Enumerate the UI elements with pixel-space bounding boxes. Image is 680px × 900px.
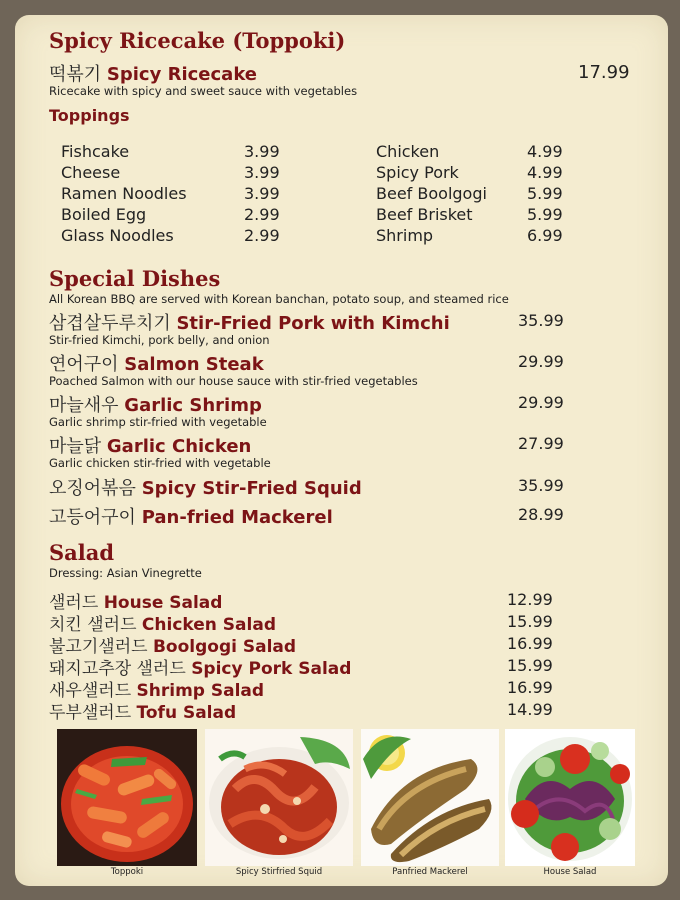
item-name-korean: 새우샐러드 [49, 681, 132, 701]
topping-price: 3.99 [244, 184, 280, 203]
item-name-english: Pan-fried Mackerel [141, 507, 333, 528]
item-name-korean: 두부샐러드 [49, 703, 132, 723]
special-item-name [49, 503, 333, 529]
topping-name: Shrimp [376, 226, 434, 245]
item-name-english: Spicy Pork Salad [191, 659, 352, 679]
item-name-korean: 치킨 샐러드 [49, 615, 137, 635]
section-title-special: Special Dishes [49, 266, 221, 291]
photo-caption: Toppoki [110, 867, 144, 877]
photo-caption: House Salad [543, 867, 597, 877]
item-name-korean: 마늘닭 [49, 436, 102, 457]
topping-name: Glass Noodles [61, 226, 174, 245]
ricecake-price: 17.99 [578, 62, 630, 83]
topping-price: 3.99 [244, 163, 280, 182]
item-name-english: Spicy Ricecake [106, 64, 258, 85]
salad-item-price: 16.99 [507, 678, 553, 697]
topping-price: 4.99 [527, 142, 563, 161]
special-item-price: 29.99 [518, 393, 564, 412]
special-item-name [49, 474, 362, 500]
item-name-korean: 삼겹살두루치기 [49, 313, 171, 334]
toppings-title: Toppings [49, 106, 130, 125]
item-name-korean: 돼지고추장 샐러드 [49, 659, 186, 679]
item-name-english: Shrimp Salad [136, 681, 265, 701]
item-name-korean: 불고기샐러드 [49, 637, 148, 657]
item-name-english: House Salad [103, 593, 223, 613]
item-name-english: Boolgogi Salad [152, 637, 297, 657]
salad-note: Dressing: Asian Vinegrette [49, 566, 202, 580]
special-note: All Korean BBQ are served with Korean banchan, potato soup, and steamed rice [49, 292, 509, 306]
special-item-price: 35.99 [518, 476, 564, 495]
topping-name: Cheese [61, 163, 121, 182]
photo-squid [205, 729, 353, 866]
special-item-price: 28.99 [518, 505, 564, 524]
salad-item-price: 16.99 [507, 634, 553, 653]
topping-name: Spicy Pork [376, 163, 459, 182]
special-item-desc: Garlic shrimp stir-fried with vegetable [49, 415, 267, 429]
photo-toppoki [57, 729, 197, 866]
topping-name: Fishcake [61, 142, 130, 161]
item-name-korean: 떡볶기 [49, 64, 102, 85]
special-item-price: 29.99 [518, 352, 564, 371]
topping-name: Beef Boolgogi [376, 184, 487, 203]
section-title-ricecake: Spicy Ricecake (Toppoki) [49, 28, 346, 53]
item-name-english: Garlic Shrimp [124, 395, 262, 416]
item-name-english: Chicken Salad [141, 615, 276, 635]
special-item-name [49, 432, 251, 458]
special-item-desc: Poached Salmon with our house sauce with stir-fried vegetables [49, 374, 418, 388]
item-name-korean: 고등어구이 [49, 507, 136, 528]
item-name-english: Salmon Steak [124, 354, 264, 375]
menu-page [15, 15, 668, 886]
photo-caption: Panfried Mackerel [392, 867, 468, 877]
topping-name: Beef Brisket [376, 205, 473, 224]
photo-house-salad [505, 729, 635, 866]
topping-price: 2.99 [244, 226, 280, 245]
salad-item-price: 15.99 [507, 656, 553, 675]
topping-price: 4.99 [527, 163, 563, 182]
special-item-price: 27.99 [518, 434, 564, 453]
topping-price: 5.99 [527, 205, 563, 224]
topping-price: 2.99 [244, 205, 280, 224]
topping-name: Boiled Egg [61, 205, 147, 224]
section-title-salad: Salad [49, 540, 115, 565]
salad-item-name [49, 698, 236, 723]
item-name-english: Tofu Salad [136, 703, 237, 723]
ricecake-item-name [49, 60, 257, 86]
item-name-english: Garlic Chicken [106, 436, 252, 457]
salad-item-price: 12.99 [507, 590, 553, 609]
special-item-name [49, 391, 262, 417]
salad-item-price: 14.99 [507, 700, 553, 719]
salad-item-price: 15.99 [507, 612, 553, 631]
ricecake-desc: Ricecake with spicy and sweet sauce with vegetables [49, 84, 358, 98]
photo-mackerel [361, 729, 499, 866]
topping-name: Chicken [376, 142, 440, 161]
item-name-korean: 샐러드 [49, 593, 99, 613]
topping-name: Ramen Noodles [61, 184, 187, 203]
special-item-desc: Garlic chicken stir-fried with vegetable [49, 456, 271, 470]
item-name-english: Stir-Fried Pork with Kimchi [176, 313, 450, 334]
item-name-english: Spicy Stir-Fried Squid [141, 478, 362, 499]
item-name-korean: 오징어볶음 [49, 478, 136, 499]
item-name-korean: 연어구이 [49, 354, 119, 375]
special-item-name [49, 309, 450, 335]
topping-price: 3.99 [244, 142, 280, 161]
special-item-desc: Stir-fried Kimchi, pork belly, and onion [49, 333, 270, 347]
special-item-name [49, 350, 264, 376]
item-name-korean: 마늘새우 [49, 395, 119, 416]
topping-price: 5.99 [527, 184, 563, 203]
topping-price: 6.99 [527, 226, 563, 245]
special-item-price: 35.99 [518, 311, 564, 330]
photo-caption: Spicy Stirfried Squid [235, 867, 323, 877]
